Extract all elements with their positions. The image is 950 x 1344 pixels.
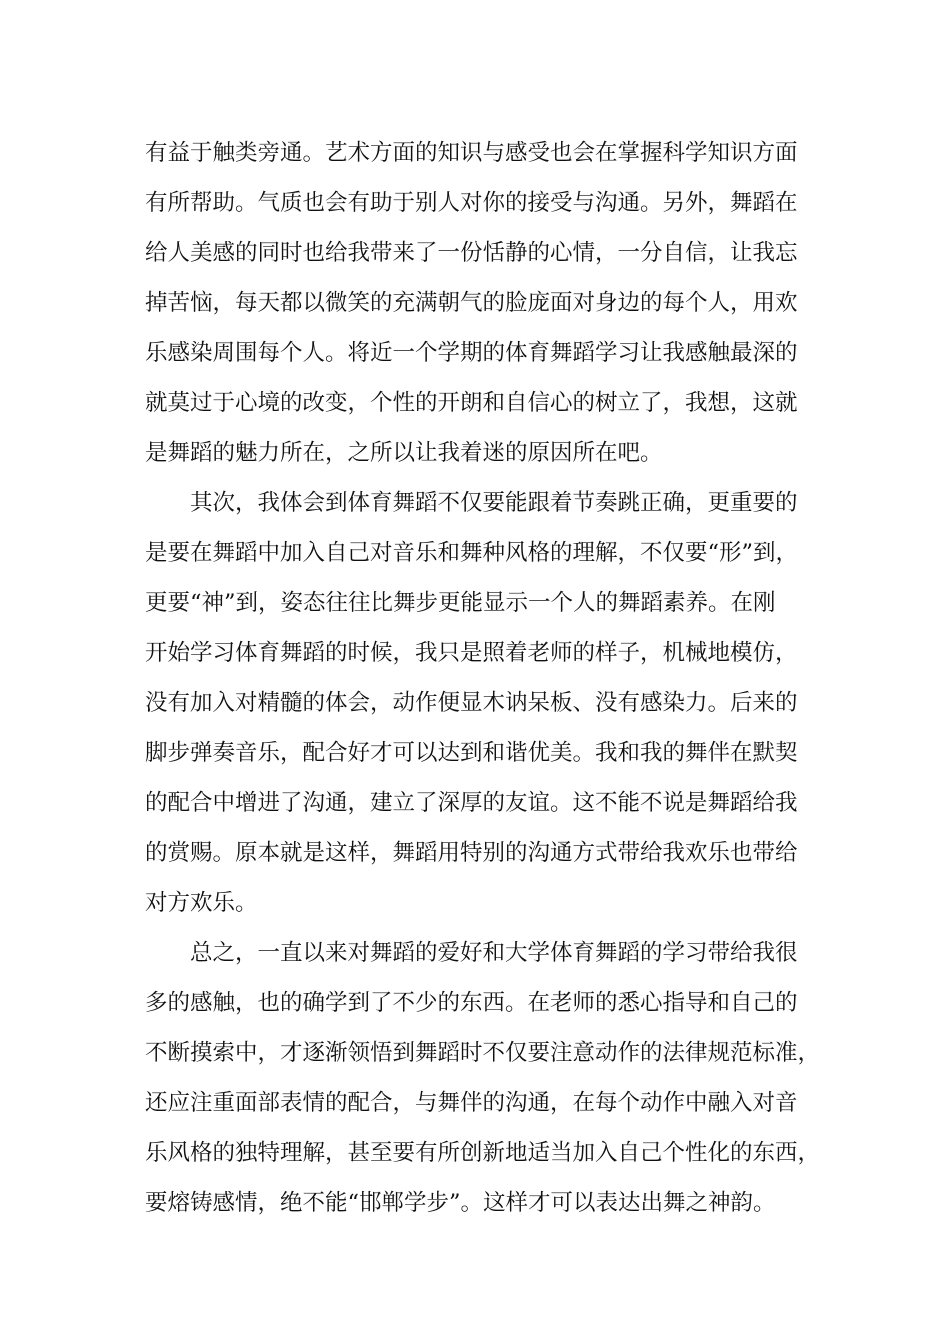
- text-line: 是舞蹈的魅力所在，之所以让我着迷的原因所在吧。: [145, 440, 663, 466]
- text-line: 乐感染周围每个人。将近一个学期的体育舞蹈学习让我感触最深的: [145, 340, 798, 366]
- paragraph-3: [145, 928, 821, 1228]
- text-line: 总之，一直以来对舞蹈的爱好和大学体育舞蹈的学习带给我很: [145, 940, 798, 966]
- text-line: 不断摸索中，才逐渐领悟到舞蹈时不仅要注意动作的法律规范标准，: [145, 1040, 821, 1066]
- text-line: 是要在舞蹈中加入自己对音乐和舞种风格的理解，不仅要“形”到，: [145, 540, 799, 566]
- text-line: 要熔铸感情，绝不能“邯郸学步”。这样才可以表达出舞之神韵。: [145, 1190, 776, 1216]
- text-line: 乐风格的独特理解，甚至要有所创新地适当加入自己个性化的东西，: [145, 1140, 821, 1166]
- text-line: 其次，我体会到体育舞蹈不仅要能跟着节奏跳正确，更重要的: [145, 490, 798, 516]
- text-line: 有所帮助。气质也会有助于别人对你的接受与沟通。另外，舞蹈在: [145, 190, 798, 216]
- text-line: 对方欢乐。: [145, 890, 258, 916]
- text-line: 掉苦恼，每天都以微笑的充满朝气的脸庞面对身边的每个人，用欢: [145, 290, 798, 316]
- text-line: 的赏赐。原本就是这样，舞蹈用特别的沟通方式带给我欢乐也带给: [145, 840, 798, 866]
- text-line: 脚步弹奏音乐，配合好才可以达到和谐优美。我和我的舞伴在默契: [145, 740, 798, 766]
- text-line: 给人美感的同时也给我带来了一份恬静的心情，一分自信，让我忘: [145, 240, 798, 266]
- document-body: [145, 128, 821, 1228]
- paragraph-2: [145, 478, 807, 928]
- text-line: 开始学习体育舞蹈的时候，我只是照着老师的样子，机械地模仿，: [145, 640, 798, 666]
- text-line: 就莫过于心境的改变，个性的开朗和自信心的树立了，我想，这就: [145, 390, 798, 416]
- text-line: 还应注重面部表情的配合，与舞伴的沟通，在每个动作中融入对音: [145, 1090, 798, 1116]
- text-line: 多的感触，也的确学到了不少的东西。在老师的悉心指导和自己的: [145, 990, 798, 1016]
- text-line: 更要“神”到，姿态往往比舞步更能显示一个人的舞蹈素养。在刚: [145, 590, 776, 616]
- text-line: 的配合中增进了沟通，建立了深厚的友谊。这不能不说是舞蹈给我: [145, 790, 798, 816]
- text-line: 没有加入对精髓的体会，动作便显木讷呆板、没有感染力。后来的: [145, 690, 798, 716]
- text-line: 有益于触类旁通。艺术方面的知识与感受也会在掌握科学知识方面: [145, 140, 798, 166]
- paragraph-1: [145, 128, 807, 478]
